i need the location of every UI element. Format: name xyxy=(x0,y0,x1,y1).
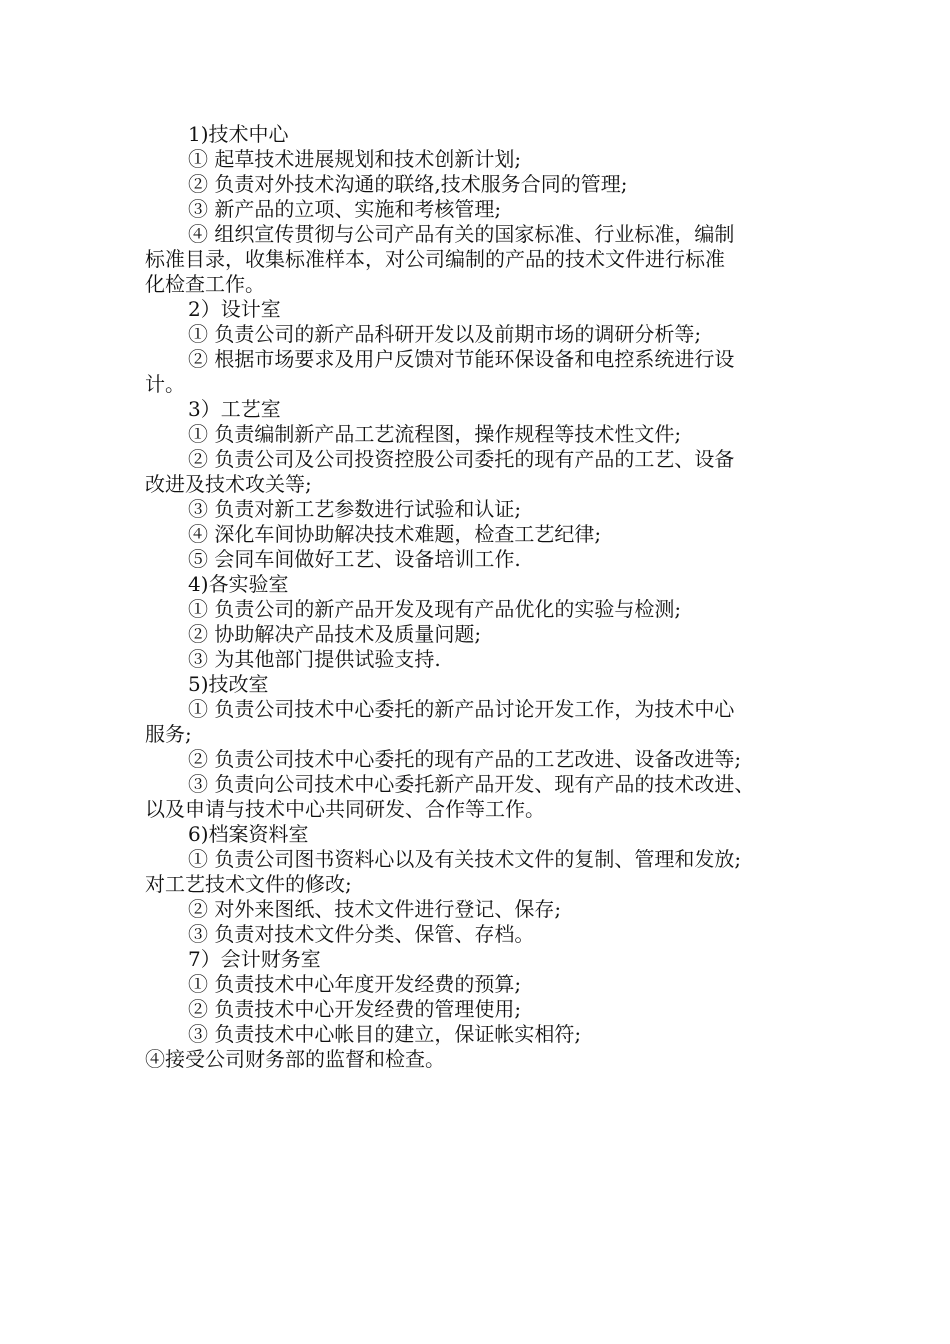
section-heading-archives-room: 6)档案资料室 xyxy=(188,822,309,846)
paragraph-line: ③ 新产品的立项、实施和考核管理; xyxy=(188,197,502,221)
paragraph-line: ② 负责公司技术中心委托的现有产品的工艺改进、设备改进等; xyxy=(188,747,742,771)
paragraph-line: ② 负责对外技术沟通的联络,技术服务合同的管理; xyxy=(188,172,628,196)
paragraph-line: ④ 深化车间协助解决技术难题，检查工艺纪律; xyxy=(188,522,602,546)
section-heading-process-room: 3）工艺室 xyxy=(188,397,281,421)
paragraph-line: 计。 xyxy=(145,372,185,396)
section-heading-laboratories: 4)各实验室 xyxy=(188,572,289,596)
paragraph-line: ⑤ 会同车间做好工艺、设备培训工作. xyxy=(188,547,521,571)
paragraph-line: ③ 为其他部门提供试验支持. xyxy=(188,647,441,671)
section-heading-tech-center: 1)技术中心 xyxy=(188,122,289,146)
paragraph-line: 以及申请与技术中心共同研发、合作等工作。 xyxy=(145,797,545,821)
paragraph-line: 服务; xyxy=(145,722,192,746)
section-heading-tech-renovation-room: 5)技改室 xyxy=(188,672,269,696)
paragraph-line: ② 负责技术中心开发经费的管理使用; xyxy=(188,997,522,1021)
paragraph-line: ③ 负责对技术文件分类、保管、存档。 xyxy=(188,922,535,946)
paragraph-line: ① 起草技术进展规划和技术创新计划; xyxy=(188,147,522,171)
paragraph-line: ① 负责公司图书资料心以及有关技术文件的复制、管理和发放; xyxy=(188,847,742,871)
paragraph-line: ① 负责技术中心年度开发经费的预算; xyxy=(188,972,522,996)
paragraph-line: 化检查工作。 xyxy=(145,272,265,296)
paragraph-line: ① 负责公司的新产品科研开发以及前期市场的调研分析等; xyxy=(188,322,702,346)
paragraph-line: ③ 负责技术中心帐目的建立，保证帐实相符; xyxy=(188,1022,582,1046)
paragraph-line: 对工艺技术文件的修改; xyxy=(145,872,352,896)
paragraph-line: ③ 负责向公司技术中心委托新产品开发、现有产品的技术改进、 xyxy=(188,772,755,796)
paragraph-line: ① 负责编制新产品工艺流程图，操作规程等技术性文件; xyxy=(188,422,682,446)
paragraph-line: ③ 负责对新工艺参数进行试验和认证; xyxy=(188,497,522,521)
paragraph-line: ① 负责公司技术中心委托的新产品讨论开发工作，为技术中心 xyxy=(188,697,735,721)
section-heading-accounting-room: 7）会计财务室 xyxy=(188,947,321,971)
paragraph-line: ④接受公司财务部的监督和检查。 xyxy=(145,1047,445,1071)
section-heading-design-room: 2）设计室 xyxy=(188,297,281,321)
paragraph-line: 标准目录，收集标准样本，对公司编制的产品的技术文件进行标准 xyxy=(145,247,725,271)
paragraph-line: ② 负责公司及公司投资控股公司委托的现有产品的工艺、设备 xyxy=(188,447,735,471)
paragraph-line: ① 负责公司的新产品开发及现有产品优化的实验与检测; xyxy=(188,597,682,621)
paragraph-line: ④ 组织宣传贯彻与公司产品有关的国家标准、行业标准，编制 xyxy=(188,222,735,246)
paragraph-line: ② 协助解决产品技术及质量问题; xyxy=(188,622,482,646)
paragraph-line: ② 根据市场要求及用户反馈对节能环保设备和电控系统进行设 xyxy=(188,347,735,371)
paragraph-line: ② 对外来图纸、技术文件进行登记、保存; xyxy=(188,897,562,921)
paragraph-line: 改进及技术攻关等; xyxy=(145,472,312,496)
